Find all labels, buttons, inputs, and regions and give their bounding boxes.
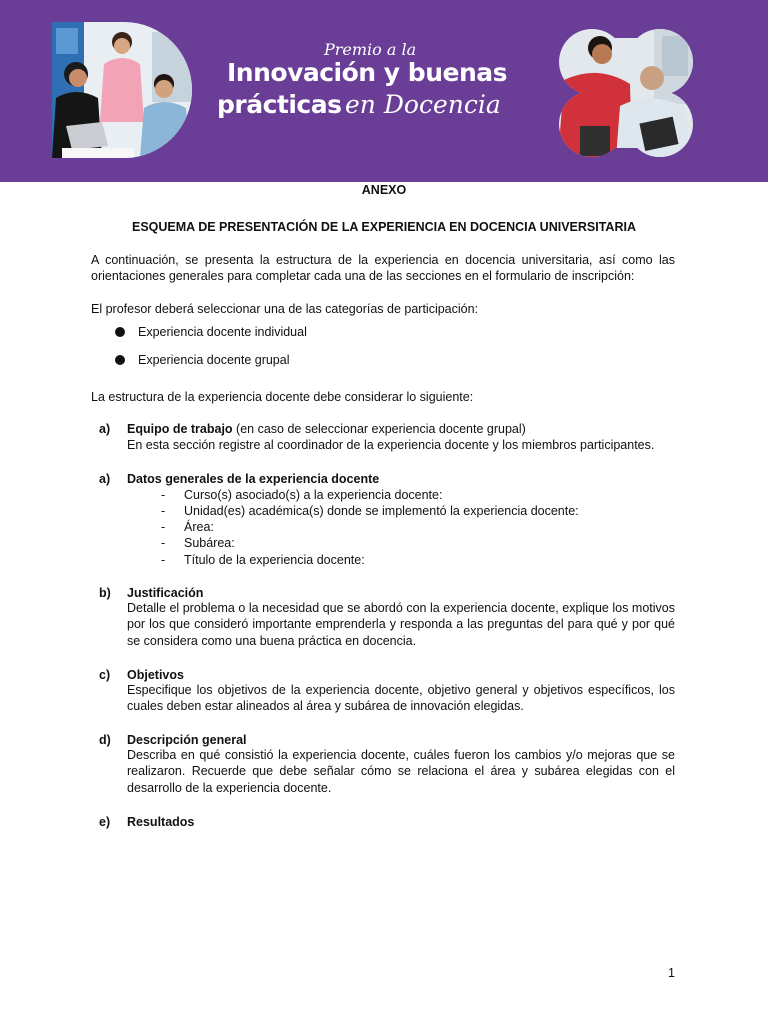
datos-item: Título de la experiencia docente: <box>184 553 365 567</box>
esquema-heading: ESQUEMA DE PRESENTACIÓN DE LA EXPERIENCIA EN DOCENCIA UNIVERSITARIA <box>132 220 636 234</box>
dash-marker: - <box>161 553 166 567</box>
bullet-dot <box>115 327 125 337</box>
section-letter: c) <box>99 668 111 682</box>
estructura-intro: La estructura de la experiencia docente debe considerar lo siguiente: <box>91 390 474 404</box>
award-title-premio: Premio a la <box>324 40 417 59</box>
section-resultados-title: Resultados <box>127 815 195 829</box>
bullet-dot <box>115 355 125 365</box>
award-title-line1: Innovación y buenas <box>227 58 508 87</box>
section-justificacion-title: Justificación <box>127 586 204 600</box>
section-letter: e) <box>99 815 111 829</box>
team-photo-left <box>52 22 192 158</box>
section-objetivos-body: Especifique los objetivos de la experiencia docente, objetivo general y objetivos específicos, los cuales deben estar alineados al área y subárea de innovación elegidas. <box>127 683 675 714</box>
section-letter: d) <box>99 733 111 747</box>
categorias-intro: El profesor deberá seleccionar una de las categorías de participación: <box>91 302 479 316</box>
dash-marker: - <box>161 504 166 518</box>
award-title-line2 <box>217 90 501 119</box>
datos-item: Subárea: <box>184 536 235 550</box>
datos-item: Curso(s) asociado(s) a la experiencia docente: <box>184 488 443 502</box>
dash-marker: - <box>161 536 166 550</box>
award-title-practicas: prácticas <box>217 90 342 119</box>
section-letter: a) <box>99 472 111 486</box>
datos-item: Unidad(es) académica(s) donde se implementó la experiencia docente: <box>184 504 579 518</box>
section-equipo-body: En esta sección registre al coordinador de la experiencia docente y los miembros participantes. <box>127 438 655 452</box>
section-letter: b) <box>99 586 111 600</box>
header-banner <box>0 0 768 182</box>
section-equipo-title <box>127 421 526 437</box>
section-descripcion-body: Describa en qué consistió la experiencia docente, cuáles fueron los cambios y/o mejoras que se realizaron. Recuerde que debe señalar cómo se relaciona el área y subárea elegidas con el desarrollo de la experiencia docente. <box>127 748 675 795</box>
section-datos-title: Datos generales de la experiencia docente <box>127 472 380 486</box>
dash-marker: - <box>161 488 166 502</box>
page-number: 1 <box>668 966 675 980</box>
section-letter: a) <box>99 422 111 436</box>
award-title-en-docencia: en Docencia <box>345 90 501 119</box>
categoria-grupal: Experiencia docente grupal <box>138 353 290 367</box>
section-objetivos-title: Objetivos <box>127 668 184 682</box>
section-justificacion-body: Detalle el problema o la necesidad que se abordó con la experiencia docente, explique los motivos por los que consideró importante emprenderla y responda a las preguntas del para qué y por qué se considera como una buena práctica en docencia. <box>127 601 675 648</box>
intro-paragraph: A continuación, se presenta la estructura de la experiencia en docencia universitaria, así como las orientaciones generales para completar cada una de las secciones en el formulario de inscripción: <box>91 253 675 284</box>
section-descripcion-title: Descripción general <box>127 733 247 747</box>
datos-item: Área: <box>184 520 214 534</box>
team-photo-right <box>558 28 696 158</box>
categoria-individual: Experiencia docente individual <box>138 325 307 339</box>
anexo-heading: ANEXO <box>361 183 407 197</box>
section-title: Equipo de trabajo <box>127 422 233 436</box>
dash-marker: - <box>161 520 166 534</box>
section-title-extra: (en caso de seleccionar experiencia docente grupal) <box>232 422 526 436</box>
